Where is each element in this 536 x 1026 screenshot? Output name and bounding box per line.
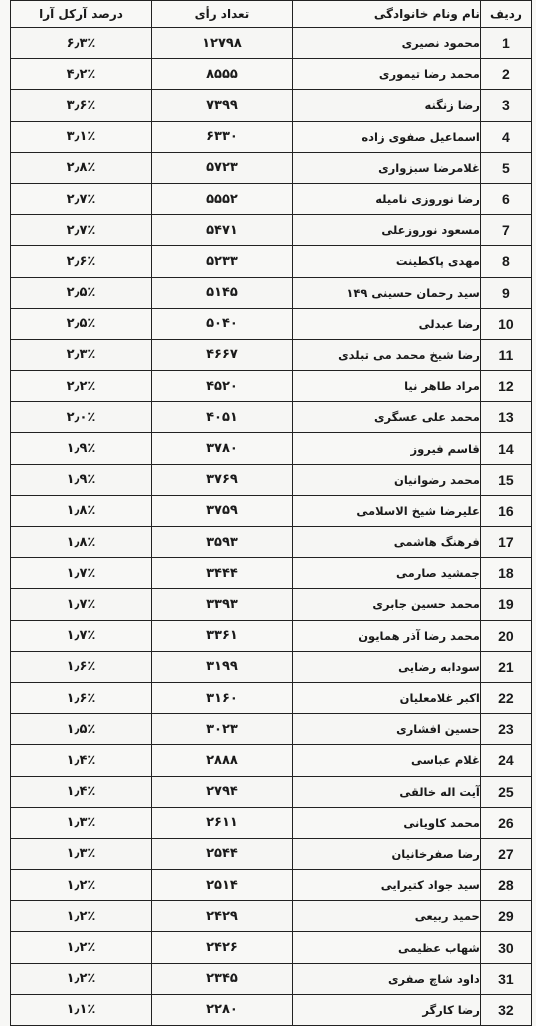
table-row [11, 838, 532, 869]
candidate-name: قاسم فیروز [292, 433, 480, 464]
vote-count: ۲۷۹۴ [151, 776, 292, 807]
table-row [11, 59, 532, 90]
vote-percent: ۱٫۳٪ [11, 838, 152, 869]
vote-percent: ۱٫۱٪ [11, 994, 152, 1025]
row-number: 4 [480, 121, 531, 152]
candidate-name: حمید ربیعی [292, 901, 480, 932]
vote-percent: ۲٫۸٪ [11, 152, 152, 183]
table-row [11, 183, 532, 214]
table-row [11, 901, 532, 932]
vote-count: ۳۳۹۳ [151, 589, 292, 620]
candidate-name: مراد طاهر نیا [292, 371, 480, 402]
table-row [11, 589, 532, 620]
row-number: 6 [480, 183, 531, 214]
candidate-name: محمد حسین جابری [292, 589, 480, 620]
vote-percent: ۳٫۱٪ [11, 121, 152, 152]
row-number: 24 [480, 745, 531, 776]
table-row [11, 371, 532, 402]
vote-percent: ۱٫۶٪ [11, 651, 152, 682]
table-row [11, 90, 532, 121]
table-row [11, 963, 532, 994]
vote-percent: ۲٫۳٪ [11, 339, 152, 370]
candidate-name: مسعود نوروزعلی [292, 215, 480, 246]
results-table [10, 0, 532, 1026]
vote-percent: ۱٫۲٪ [11, 901, 152, 932]
vote-count: ۲۴۲۹ [151, 901, 292, 932]
vote-count: ۳۱۹۹ [151, 651, 292, 682]
table-row [11, 277, 532, 308]
vote-percent: ۲٫۵٪ [11, 308, 152, 339]
table-row [11, 339, 532, 370]
vote-count: ۳۷۶۹ [151, 464, 292, 495]
row-number: 21 [480, 651, 531, 682]
row-number: 17 [480, 527, 531, 558]
vote-percent: ۲٫۵٪ [11, 277, 152, 308]
row-number: 2 [480, 59, 531, 90]
vote-percent: ۱٫۴٪ [11, 745, 152, 776]
row-number: 23 [480, 714, 531, 745]
candidate-name: غلام عباسی [292, 745, 480, 776]
vote-count: ۲۵۱۴ [151, 870, 292, 901]
vote-percent: ۶٫۳٪ [11, 28, 152, 59]
vote-count: ۵۱۴۵ [151, 277, 292, 308]
vote-count: ۳۷۸۰ [151, 433, 292, 464]
vote-percent: ۱٫۲٪ [11, 870, 152, 901]
vote-percent: ۳٫۶٪ [11, 90, 152, 121]
row-number: 9 [480, 277, 531, 308]
row-number: 14 [480, 433, 531, 464]
table-row [11, 994, 532, 1025]
vote-count: ۳۱۶۰ [151, 682, 292, 713]
table-body [11, 28, 532, 1026]
row-number: 5 [480, 152, 531, 183]
table-row [11, 682, 532, 713]
vote-count: ۲۴۲۶ [151, 932, 292, 963]
row-number: 22 [480, 682, 531, 713]
vote-count: ۲۶۱۱ [151, 807, 292, 838]
vote-count: ۲۵۴۴ [151, 838, 292, 869]
vote-count: ۳۰۲۳ [151, 714, 292, 745]
row-number: 20 [480, 620, 531, 651]
candidate-name: رضا نوروزی نامیله [292, 183, 480, 214]
vote-count: ۵۴۷۱ [151, 215, 292, 246]
candidate-name: آیت اله خالقی [292, 776, 480, 807]
row-number: 10 [480, 308, 531, 339]
row-number: 29 [480, 901, 531, 932]
table-row [11, 152, 532, 183]
candidate-name: سید جواد کتیرایی [292, 870, 480, 901]
candidate-name: علیرضا شیخ الاسلامی [292, 495, 480, 526]
row-number: 11 [480, 339, 531, 370]
table-row [11, 620, 532, 651]
vote-percent: ۲٫۲٪ [11, 371, 152, 402]
vote-percent: ۱٫۹٪ [11, 433, 152, 464]
vote-percent: ۱٫۲٪ [11, 963, 152, 994]
table-row [11, 651, 532, 682]
vote-percent: ۱٫۳٪ [11, 807, 152, 838]
vote-count: ۳۳۶۱ [151, 620, 292, 651]
row-number: 26 [480, 807, 531, 838]
vote-count: ۴۵۲۰ [151, 371, 292, 402]
row-number: 19 [480, 589, 531, 620]
row-number: 7 [480, 215, 531, 246]
candidate-name: رضا عبدلی [292, 308, 480, 339]
row-number: 12 [480, 371, 531, 402]
table-row [11, 870, 532, 901]
candidate-name: محمد رضا آذر همایون [292, 620, 480, 651]
vote-count: ۲۲۸۰ [151, 994, 292, 1025]
header-full-name: نام ونام خانوادگی [292, 1, 480, 28]
candidate-name: جمشید صارمی [292, 558, 480, 589]
vote-percent: ۱٫۲٪ [11, 932, 152, 963]
candidate-name: سودابه رضایی [292, 651, 480, 682]
candidate-name: اکبر غلامعلیان [292, 682, 480, 713]
vote-percent: ۱٫۹٪ [11, 464, 152, 495]
candidate-name: محمد رضوانیان [292, 464, 480, 495]
vote-percent: ۱٫۸٪ [11, 495, 152, 526]
candidate-name: داود شاچ صفری [292, 963, 480, 994]
row-number: 31 [480, 963, 531, 994]
vote-percent: ۲٫۰٪ [11, 402, 152, 433]
row-number: 15 [480, 464, 531, 495]
header-row [11, 1, 532, 28]
vote-count: ۵۷۲۳ [151, 152, 292, 183]
candidate-name: حسین افشاری [292, 714, 480, 745]
candidate-name: غلامرضا سبزواری [292, 152, 480, 183]
row-number: 18 [480, 558, 531, 589]
vote-count: ۲۳۴۵ [151, 963, 292, 994]
table-header [11, 1, 532, 28]
vote-percent: ۱٫۷٪ [11, 589, 152, 620]
table-row [11, 558, 532, 589]
candidate-name: محمد کاویانی [292, 807, 480, 838]
vote-percent: ۲٫۷٪ [11, 183, 152, 214]
table-row [11, 402, 532, 433]
table-row [11, 745, 532, 776]
row-number: 27 [480, 838, 531, 869]
vote-count: ۵۵۵۲ [151, 183, 292, 214]
candidate-name: رضا شیخ محمد می تبلدی [292, 339, 480, 370]
vote-count: ۲۸۸۸ [151, 745, 292, 776]
vote-percent: ۱٫۷٪ [11, 620, 152, 651]
candidate-name: سید رحمان حسینی ۱۴۹ [292, 277, 480, 308]
table-row [11, 433, 532, 464]
table-row [11, 28, 532, 59]
vote-percent: ۱٫۴٪ [11, 776, 152, 807]
table-row [11, 807, 532, 838]
candidate-name: محمد علی عسگری [292, 402, 480, 433]
row-number: 1 [480, 28, 531, 59]
vote-count: ۳۴۴۴ [151, 558, 292, 589]
table-row [11, 308, 532, 339]
vote-count: ۶۳۳۰ [151, 121, 292, 152]
vote-percent: ۲٫۷٪ [11, 215, 152, 246]
row-number: 3 [480, 90, 531, 121]
vote-count: ۸۵۵۵ [151, 59, 292, 90]
vote-count: ۴۶۶۷ [151, 339, 292, 370]
candidate-name: فرهنگ هاشمی [292, 527, 480, 558]
table-row [11, 215, 532, 246]
vote-percent: ۱٫۵٪ [11, 714, 152, 745]
row-number: 13 [480, 402, 531, 433]
header-row-number: ردیف [480, 1, 531, 28]
candidate-name: رضا زنگنه [292, 90, 480, 121]
vote-count: ۴۰۵۱ [151, 402, 292, 433]
table-row [11, 246, 532, 277]
vote-count: ۷۳۹۹ [151, 90, 292, 121]
vote-count: ۵۰۴۰ [151, 308, 292, 339]
table-row [11, 714, 532, 745]
header-vote-count: تعداد رأی [151, 1, 292, 28]
candidate-name: محمد رضا تیموری [292, 59, 480, 90]
table-row [11, 932, 532, 963]
table-row [11, 464, 532, 495]
row-number: 8 [480, 246, 531, 277]
vote-percent: ۱٫۷٪ [11, 558, 152, 589]
vote-count: ۳۷۵۹ [151, 495, 292, 526]
candidate-name: شهاب عظیمی [292, 932, 480, 963]
candidate-name: مهدی پاکطینت [292, 246, 480, 277]
vote-count: ۵۲۳۳ [151, 246, 292, 277]
vote-percent: ۴٫۲٪ [11, 59, 152, 90]
vote-count: ۱۲۷۹۸ [151, 28, 292, 59]
table-row [11, 776, 532, 807]
row-number: 28 [480, 870, 531, 901]
row-number: 32 [480, 994, 531, 1025]
row-number: 16 [480, 495, 531, 526]
table-row [11, 495, 532, 526]
candidate-name: محمود نصیری [292, 28, 480, 59]
table-row [11, 527, 532, 558]
vote-percent: ۲٫۶٪ [11, 246, 152, 277]
vote-percent: ۱٫۸٪ [11, 527, 152, 558]
row-number: 25 [480, 776, 531, 807]
candidate-name: رضا کارگر [292, 994, 480, 1025]
vote-percent: ۱٫۶٪ [11, 682, 152, 713]
header-vote-percent: درصد آرکل آرا [11, 1, 152, 28]
candidate-name: اسماعیل صفوی زاده [292, 121, 480, 152]
row-number: 30 [480, 932, 531, 963]
candidate-name: رضا صفرخانیان [292, 838, 480, 869]
table-row [11, 121, 532, 152]
vote-count: ۳۵۹۳ [151, 527, 292, 558]
